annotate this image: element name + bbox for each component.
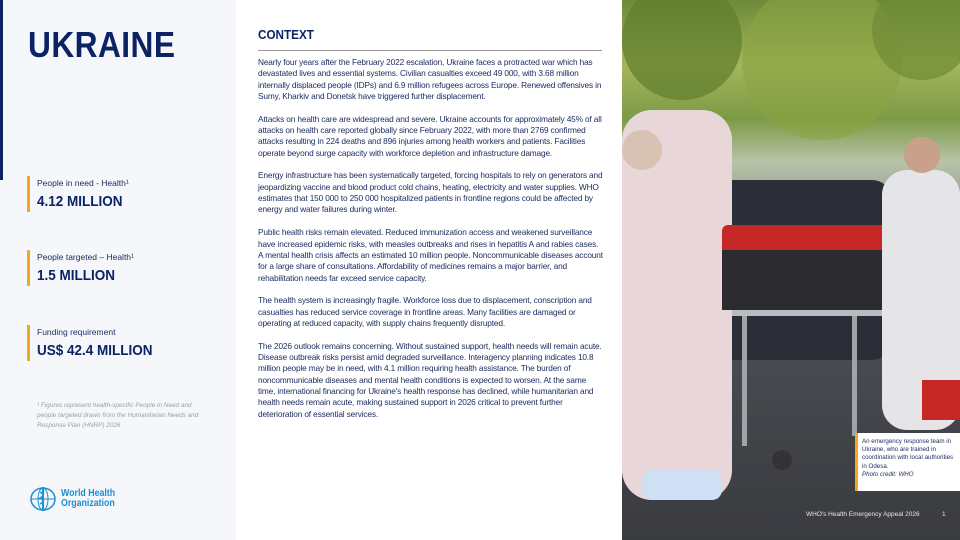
left-panel: [0, 0, 236, 540]
stat-people-in-need: [27, 176, 132, 212]
stat-label: Funding requirement: [37, 327, 116, 337]
footer-text: WHO's Health Emergency Appeal 2026: [806, 511, 920, 518]
stat-value: 1.5 MILLION: [37, 267, 116, 284]
divider: [258, 50, 602, 51]
photo-credit: Photo credit: WHO: [862, 470, 914, 478]
stat-people-targeted: [27, 250, 134, 286]
stat-label: People targeted – Health¹: [37, 252, 134, 262]
stat-value: 4.12 MILLION: [37, 193, 123, 210]
footnote: ¹ Figures represent health-specific People in Need and people targeted drawn from the Humanitarian Needs and Response Plan (HNRP) 2026: [37, 402, 199, 429]
logo-line2: Organization: [61, 498, 115, 509]
stat-label: People in need - Health¹: [37, 178, 129, 188]
paragraph: Nearly four years after the February 2022 escalation, Ukraine faces a protracted war which has devastated lives and essential systems. Civilian casualties exceed 49 000, with 3.68 million internally displaced people (IDPs) and 6.9 million refugees across Europe. Renewed offensives in Sumy, Kharkiv and Donetsk have triggered further displacement.: [258, 57, 602, 102]
context-body: [258, 57, 604, 431]
paragraph: The health system is increasingly fragile. Workforce loss due to displacement, conscription and casualties has reduced service coverage in frontline areas. Many facilities are damaged or operating at reduced capacity, with supply chains frequently disrupted.: [258, 295, 592, 328]
stat-value: US$ 42.4 MILLION: [37, 342, 153, 359]
caption-text: An emergency response team in Ukraine, who are trained in coordination with local authorities in Odesa.: [862, 438, 954, 470]
navy-accent-bar: [0, 0, 3, 180]
paragraph: Attacks on health care are widespread and severe. Ukraine accounts for approximately 45% of all attacks on health care reported globally since February 2022, with more than 2769 confirmed attacks resulting in 224 deaths and 896 injuries among health workers and patients. Facilities operate beyond surge capacity with workforce depletion and infrastructure damage.: [258, 113, 602, 158]
page-number: 1: [942, 511, 946, 518]
logo-line1: World Health: [61, 488, 116, 499]
stat-funding-requirement: [27, 325, 165, 361]
paragraph: Energy infrastructure has been systematically targeted, forcing hospitals to rely on generators and jeopardizing vaccine and blood product cold chains, heating, electricity and water supplies. WHO estimates that 150 000 to 250 000 hospitalized patients in frontline regions could be affected by energy and water failures during winter.: [258, 170, 603, 215]
context-heading: CONTEXT: [258, 27, 314, 42]
page-title: UKRAINE: [28, 24, 176, 65]
paragraph: Public health risks remain elevated. Reduced immunization access and weakened surveillance have increased epidemic risks, with measles outbreaks and rises in hepatitis A and rabies cases. A mental health crisis affects an estimated 10 million people. Noncommunicable diseases account for a large share of consultations. Affordability of medicines remains a major barrier, and rehabilitation needs far exceed service capacity.: [258, 227, 603, 283]
photo-caption: [855, 433, 960, 491]
paragraph: The 2026 outlook remains concerning. Without sustained support, health needs will remain acute. Disease outbreak risks persist amid degraded surveillance. Interagency planning indicates 10.8 million people may be in need, with 4.1 million requiring health assistance. The burden of noncommunicable diseases and mental health conditions is expected to worsen. At the same time, international financing for Ukraine's health response has declined, while humanitarian and health needs remain acute, making sustained support in 2026 critical to prevent further deterioration of essential services.: [258, 340, 602, 419]
who-emblem-icon: [28, 486, 58, 512]
who-logo: [28, 486, 122, 512]
